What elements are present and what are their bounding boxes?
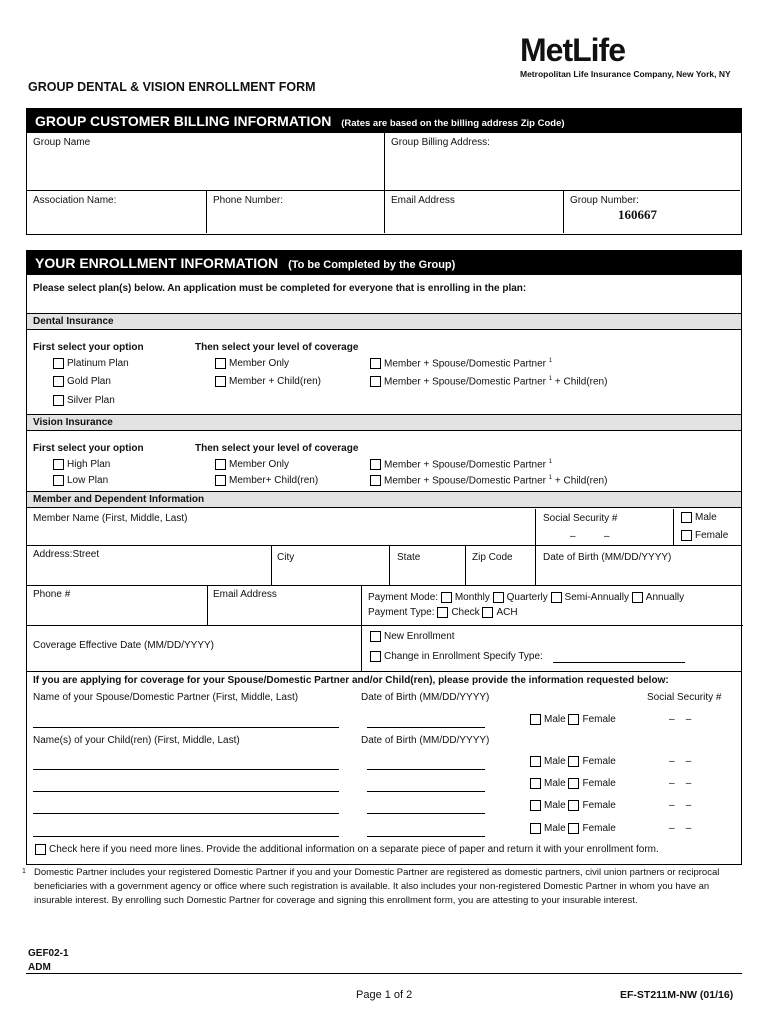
male-label: Male — [544, 756, 566, 768]
checkbox[interactable] — [215, 475, 226, 486]
dental-option-silver[interactable] — [53, 395, 115, 406]
male-checkbox[interactable] — [530, 714, 541, 725]
divider — [207, 585, 208, 625]
option-label: New Enrollment — [384, 631, 455, 643]
vision-option-low[interactable] — [53, 475, 108, 486]
checkbox[interactable] — [53, 459, 64, 470]
state-label: State — [397, 552, 421, 563]
check-checkbox[interactable] — [437, 607, 448, 618]
dental-band — [27, 313, 741, 330]
enrollment-title: YOUR ENROLLMENT INFORMATION — [35, 255, 279, 271]
group-billing-address-field[interactable] — [385, 133, 740, 191]
group-number-value: 160667 — [618, 207, 657, 222]
row-divider — [361, 625, 743, 626]
footnote-text: Domestic Partner includes your registered Domestic Partner if you and your Domestic Partner are registered as domestic partners, civil union partners or reciprocal beneficiaries with a government agency or office where such registration is available. It also includes your non-registered Domestic Partner in whom you have an insurable interest. By enrolling such Domestic Partner for coverage and signing this enrollment form, you are attesting to your insurable interest. — [34, 867, 720, 906]
option-label: Member Only — [229, 459, 290, 471]
option-label: Change in Enrollment Specify Type: — [384, 651, 543, 663]
ach-checkbox[interactable] — [482, 607, 493, 618]
check-label: Check — [451, 607, 480, 619]
divider — [465, 545, 466, 585]
group-billing-address-label: Group Billing Address: — [391, 137, 490, 148]
female-label: Female — [582, 823, 616, 835]
member-female-option[interactable] — [681, 530, 728, 541]
vision-coverage-member-only[interactable] — [215, 459, 289, 470]
billing-title: GROUP CUSTOMER BILLING INFORMATION — [35, 113, 332, 129]
spouse-name-input[interactable] — [33, 727, 339, 728]
association-name-label: Association Name: — [33, 195, 117, 206]
change-enrollment-option[interactable] — [370, 651, 543, 662]
dental-first-select: First select your option — [33, 342, 144, 353]
divider — [673, 509, 674, 545]
plan-instruction: Please select plan(s) below. An application must be completed for everyone that is enrolling in the plan: — [33, 283, 527, 294]
checkbox[interactable] — [53, 475, 64, 486]
member-band-label: Member and Dependent Information — [33, 494, 205, 505]
vision-then-select: Then select your level of coverage — [195, 443, 359, 454]
annually-label: Annually — [645, 592, 685, 604]
form-title: GROUP DENTAL & VISION ENROLLMENT FORM — [28, 80, 316, 94]
dental-band-label: Dental Insurance — [33, 316, 114, 327]
option-label-suffix: + Child(ren) — [554, 376, 608, 388]
dental-coverage-member-only[interactable] — [215, 358, 289, 369]
row-divider — [27, 545, 741, 546]
ssn-dash-2: – — [685, 778, 692, 789]
male-label: Male — [544, 778, 566, 790]
checkbox[interactable] — [681, 530, 692, 541]
option-label: Member + Spouse/Domestic Partner — [384, 376, 547, 388]
row-divider — [27, 585, 741, 586]
footnote-ref: 1 — [548, 475, 553, 481]
more-lines-option[interactable] — [35, 844, 659, 855]
ssn-dash-2: – — [685, 714, 692, 725]
member-name-label: Member Name (First, Middle, Last) — [33, 513, 188, 524]
member-male-option[interactable] — [681, 512, 717, 523]
vision-coverage-member-spouse-child[interactable] — [370, 475, 607, 486]
footnote-ref: 1 — [548, 459, 553, 465]
footer-rule — [26, 973, 742, 974]
footer-code-1: GEF02-1 — [28, 948, 69, 959]
child-name-input[interactable] — [33, 769, 339, 770]
child-dob-input[interactable] — [367, 813, 485, 814]
option-label: Female — [695, 530, 729, 542]
payment-mode-row — [368, 592, 684, 603]
ssn-dash-1: – — [669, 778, 675, 789]
monthly-label: Monthly — [454, 592, 490, 604]
email-address-field[interactable] — [385, 191, 564, 233]
male-checkbox[interactable] — [530, 823, 541, 834]
checkbox[interactable] — [215, 376, 226, 387]
child-name-input[interactable] — [33, 836, 339, 837]
female-checkbox[interactable] — [568, 800, 579, 811]
divider — [389, 545, 390, 585]
checkbox[interactable] — [370, 651, 381, 662]
checkbox[interactable] — [35, 844, 46, 855]
male-checkbox[interactable] — [530, 756, 541, 767]
male-label: Male — [544, 714, 566, 726]
footnote-marker: 1 — [22, 868, 26, 875]
ssn-dash-2: – — [685, 800, 692, 811]
phone-number-label: Phone Number: — [213, 195, 284, 206]
child-gender — [530, 756, 616, 767]
option-label: Low Plan — [67, 475, 109, 487]
enrollment-note: (To be Completed by the Group) — [288, 259, 456, 271]
child-name-input[interactable] — [33, 791, 339, 792]
option-label: Member Only — [229, 358, 290, 370]
option-label: Member + Spouse/Domestic Partner — [384, 358, 547, 370]
female-label: Female — [582, 714, 616, 726]
group-number-field[interactable] — [564, 191, 740, 233]
male-checkbox[interactable] — [530, 800, 541, 811]
vision-band — [27, 414, 741, 431]
female-checkbox[interactable] — [568, 778, 579, 789]
ssn-dash-2: – — [685, 756, 692, 767]
male-label: Male — [544, 800, 566, 812]
monthly-checkbox[interactable] — [441, 592, 452, 603]
spouse-ssn-label: Social Security # — [647, 692, 722, 703]
checkbox[interactable] — [215, 358, 226, 369]
street-label: Address:Street — [33, 549, 100, 560]
checkbox[interactable] — [215, 459, 226, 470]
children-dob-label: Date of Birth (MM/DD/YYYY) — [361, 735, 490, 746]
dental-option-platinum[interactable] — [53, 358, 129, 369]
phone-label: Phone # — [33, 589, 71, 600]
semi-annually-checkbox[interactable] — [551, 592, 562, 603]
checkbox[interactable] — [370, 358, 381, 369]
vision-coverage-member-child[interactable] — [215, 475, 318, 486]
zip-label: Zip Code — [472, 552, 513, 563]
ssn-dash-1: – — [669, 714, 675, 725]
divider — [361, 585, 362, 671]
ssn-dash-1: – — [669, 756, 675, 767]
checkbox[interactable] — [370, 631, 381, 642]
option-label: Member + Spouse/Domestic Partner — [384, 459, 547, 471]
member-dob-label: Date of Birth (MM/DD/YYYY) — [543, 552, 672, 563]
child-dob-input[interactable] — [367, 791, 485, 792]
vision-coverage-member-spouse[interactable] — [370, 459, 552, 470]
payment-type-label: Payment Type: — [368, 607, 435, 619]
child-dob-input[interactable] — [367, 769, 485, 770]
quarterly-label: Quarterly — [506, 592, 548, 604]
checkbox[interactable] — [370, 459, 381, 470]
child-ssn-dashes[interactable] — [669, 823, 691, 834]
quarterly-checkbox[interactable] — [493, 592, 504, 603]
phone-number-field[interactable] — [207, 191, 385, 233]
child-gender — [530, 823, 616, 834]
footer-code-2: ADM — [28, 962, 51, 973]
divider — [271, 545, 272, 585]
checkbox[interactable] — [681, 512, 692, 523]
spouse-ssn-dashes[interactable] — [669, 714, 691, 725]
checkbox[interactable] — [370, 376, 381, 387]
child-ssn-dashes[interactable] — [669, 756, 691, 767]
payment-type-row — [368, 607, 518, 618]
dependents-intro: If you are applying for coverage for your Spouse/Domestic Partner and/or Child(ren), please provide the information requested below: — [33, 675, 669, 686]
spouse-dob-label: Date of Birth (MM/DD/YYYY) — [361, 692, 490, 703]
more-lines-label: Check here if you need more lines. Provide the additional information on a separate piece of paper and return it with your enrollment form. — [49, 844, 659, 856]
association-name-field[interactable] — [27, 191, 207, 233]
female-checkbox[interactable] — [568, 823, 579, 834]
group-name-field[interactable] — [27, 133, 385, 191]
vision-first-select: First select your option — [33, 443, 144, 454]
new-enrollment-option[interactable] — [370, 631, 455, 642]
child-dob-input[interactable] — [367, 836, 485, 837]
checkbox[interactable] — [53, 376, 64, 387]
ssn-dash-1: – — [669, 800, 675, 811]
ssn-dash-2: – — [604, 531, 610, 542]
option-label: Member + Spouse/Domestic Partner — [384, 475, 547, 487]
enrollment-section-header — [27, 251, 741, 275]
child-gender — [530, 800, 616, 811]
male-checkbox[interactable] — [530, 778, 541, 789]
option-label: High Plan — [67, 459, 111, 471]
option-label-suffix: + Child(ren) — [554, 475, 608, 487]
option-label: Member+ Child(ren) — [229, 475, 319, 487]
form-id: EF-ST211M-NW (01/16) — [620, 989, 734, 1001]
dental-coverage-member-child[interactable] — [215, 376, 321, 387]
ssn-dash-1: – — [669, 823, 675, 834]
vision-band-label: Vision Insurance — [33, 417, 113, 428]
footnote-ref: 1 — [548, 376, 553, 382]
change-type-input[interactable] — [553, 662, 685, 663]
dental-option-gold[interactable] — [53, 376, 111, 387]
group-number-label: Group Number: — [570, 195, 639, 206]
billing-note: (Rates are based on the billing address Zip Code) — [341, 118, 565, 129]
ssn-dash-1: – — [570, 531, 576, 542]
dental-coverage-member-spouse[interactable] — [370, 358, 552, 369]
company-name: Metropolitan Life Insurance Company, New York, NY — [520, 69, 731, 79]
spouse-gender — [530, 714, 616, 725]
dental-then-select: Then select your level of coverage — [195, 342, 359, 353]
child-gender — [530, 778, 616, 789]
ach-label: ACH — [496, 607, 518, 619]
member-ssn-label: Social Security # — [543, 513, 618, 524]
option-label: Silver Plan — [67, 395, 115, 407]
enrollment-section — [26, 250, 742, 865]
row-divider — [27, 625, 361, 626]
female-checkbox[interactable] — [568, 756, 579, 767]
semi-annually-label: Semi-Annually — [564, 592, 630, 604]
dental-coverage-member-spouse-child[interactable] — [370, 376, 607, 387]
female-label: Female — [582, 778, 616, 790]
billing-section — [26, 108, 742, 235]
vision-option-high[interactable] — [53, 459, 110, 470]
city-label: City — [277, 552, 295, 563]
child-ssn-dashes[interactable] — [669, 800, 691, 811]
option-label: Male — [695, 512, 717, 524]
ssn-dash-2: – — [685, 823, 692, 834]
option-label: Member + Child(ren) — [229, 376, 321, 388]
email-address-label: Email Address — [391, 195, 455, 206]
checkbox[interactable] — [370, 475, 381, 486]
billing-section-header — [27, 109, 741, 133]
female-label: Female — [582, 756, 616, 768]
row-divider — [27, 671, 741, 672]
option-label: Gold Plan — [67, 376, 111, 388]
metlife-logo: MetLife — [520, 32, 625, 68]
coverage-date-label: Coverage Effective Date (MM/DD/YYYY) — [33, 640, 214, 651]
divider — [535, 509, 536, 585]
footnote-ref: 1 — [548, 358, 553, 364]
checkbox[interactable] — [53, 358, 64, 369]
spouse-name-label: Name of your Spouse/Domestic Partner (First, Middle, Last) — [33, 692, 299, 703]
annually-checkbox[interactable] — [632, 592, 643, 603]
payment-mode-label: Payment Mode: — [368, 592, 439, 604]
member-band — [27, 491, 741, 508]
option-label: Platinum Plan — [67, 358, 129, 370]
spouse-dob-input[interactable] — [367, 727, 485, 728]
email-label: Email Address — [213, 589, 277, 600]
child-name-input[interactable] — [33, 813, 339, 814]
child-ssn-dashes[interactable] — [669, 778, 691, 789]
children-name-label: Name(s) of your Child(ren) (First, Middle, Last) — [33, 735, 240, 746]
female-label: Female — [582, 800, 616, 812]
female-checkbox[interactable] — [568, 714, 579, 725]
group-name-label: Group Name — [33, 137, 91, 148]
checkbox[interactable] — [53, 395, 64, 406]
male-label: Male — [544, 823, 566, 835]
page-number: Page 1 of 2 — [356, 989, 413, 1001]
